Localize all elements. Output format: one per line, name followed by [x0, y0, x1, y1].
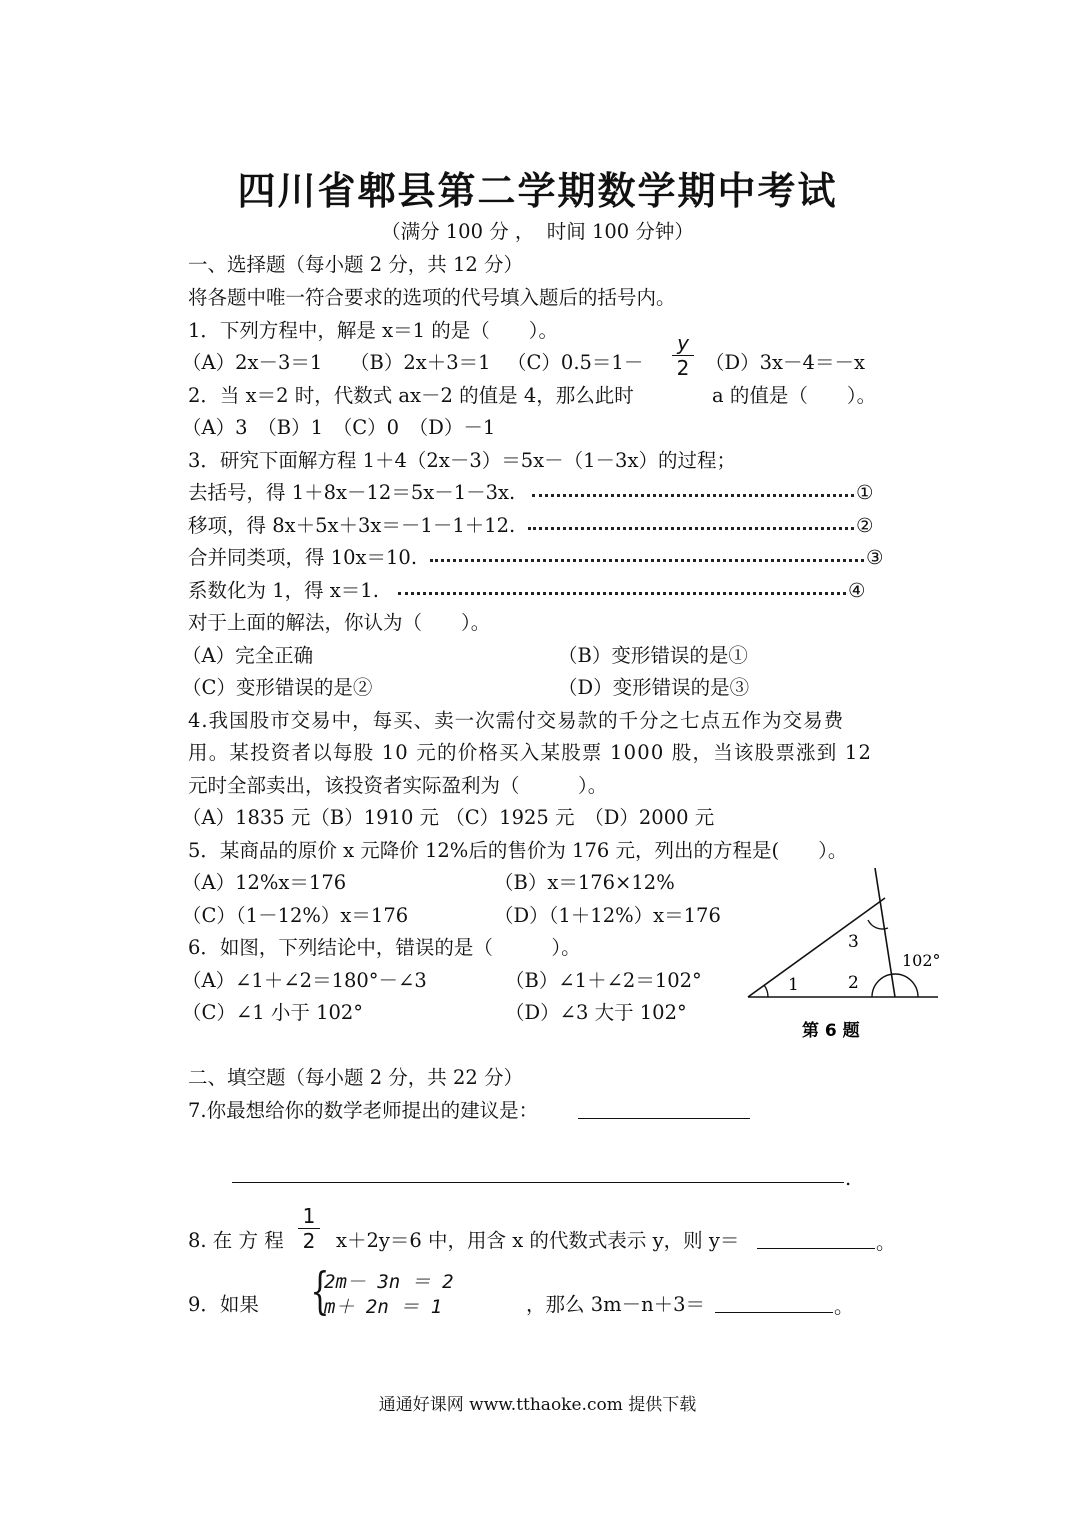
q6-label-2: 2 — [848, 973, 859, 993]
q3-step-2: 移项，得 8x＋5x＋3x＝－1－1＋12. — [188, 514, 516, 537]
q9-equation-1: 2m－ 3n ＝ 2 — [324, 1271, 454, 1293]
q6-angle-1-arc — [764, 985, 768, 997]
q5-option-b: （B）x＝176×12% — [494, 871, 675, 894]
q1-option-a: （A）2x－3＝1 — [182, 351, 323, 374]
footer-credit: 通通好课网 www.tthaoke.com 提供下载 — [378, 1395, 697, 1415]
q4-line-1: 4.我国股市交易中，每买、卖一次需付交易款的千分之七点五作为交易费 — [188, 709, 845, 732]
q5-option-d: （D）（1＋12%）x＝176 — [494, 904, 721, 927]
q1-stem: 1．下列方程中，解是 x＝1 的是（ ）。 — [188, 319, 558, 342]
q8-fraction-denominator: 2 — [302, 1229, 316, 1253]
q6-label-3: 3 — [848, 932, 859, 952]
q7-answer-blank-1[interactable] — [578, 1098, 750, 1119]
q3-step-1-leader — [532, 494, 854, 497]
q9-suffix: ，那么 3m－n＋3＝ — [526, 1293, 706, 1316]
q4-line-3: 元时全部卖出，该投资者实际盈利为（ ）。 — [188, 774, 608, 797]
q3-step-3: 合并同类项，得 10x＝10. — [188, 546, 418, 569]
q3-step-3-mark: ③ — [866, 546, 884, 569]
q9-prefix: 9．如果 — [188, 1293, 259, 1316]
q6-slant-line — [748, 898, 885, 997]
q3-option-d: （D）变形错误的是③ — [558, 676, 750, 699]
q3-step-4: 系数化为 1，得 x＝1. — [188, 579, 379, 602]
q6-option-b: （B）∠1＋∠2＝102° — [505, 969, 702, 992]
q9-answer-blank[interactable] — [715, 1292, 833, 1313]
q5-option-c: （C）（1－12%）x＝176 — [182, 904, 409, 927]
section1-header: 一、选择题（每小题 2 分，共 12 分） — [188, 253, 524, 276]
q6-option-d: （D）∠3 大于 102° — [505, 1001, 687, 1024]
q3-step-2-mark: ② — [856, 514, 874, 537]
q6-option-c: （C）∠1 小于 102° — [182, 1001, 364, 1024]
q1-option-b: （B）2x＋3＝1 — [350, 351, 491, 374]
q1-fraction-numerator: y — [677, 331, 689, 355]
q3-step-2-leader — [528, 527, 854, 530]
q2-stem-b: a 的值是（ ）。 — [712, 384, 877, 407]
q1-option-c: （C）0.5＝1－ — [507, 351, 644, 374]
q7-stem: 7.你最想给你的数学老师提出的建议是： — [188, 1099, 539, 1122]
q6-transversal-line — [875, 868, 895, 997]
q5-stem: 5．某商品的原价 x 元降价 12%后的售价为 176 元，列出的方程是( ）。 — [188, 839, 848, 862]
q3-option-b: （B）变形错误的是① — [558, 644, 748, 667]
q6-figure — [740, 860, 950, 1050]
q9-brace: { — [310, 1262, 330, 1320]
q3-stem: 3．研究下面解方程 1＋4（2x－3）＝5x－（1－3x）的过程； — [188, 449, 736, 472]
q3-step-4-mark: ④ — [848, 579, 866, 602]
q1-fraction-denominator: 2 — [676, 356, 690, 380]
q3-step-1: 去括号，得 1＋8x－12＝5x－1－3x. — [188, 481, 516, 504]
q8-answer-blank[interactable] — [757, 1228, 875, 1249]
q8-suffix: x＋2y＝6 中，用含 x 的代数式表示 y，则 y＝ — [336, 1229, 740, 1252]
page-title: 四川省郫县第二学期数学期中考试 — [237, 169, 838, 213]
q5-option-a: （A）12%x＝176 — [182, 871, 347, 894]
q9-equation-2: m＋ 2n ＝ 1 — [324, 1296, 443, 1318]
q6-stem: 6．如图，下列结论中，错误的是（ ）。 — [188, 936, 581, 959]
q8-end: 。 — [876, 1231, 896, 1254]
section1-instruction: 将各题中唯一符合要求的选项的代号填入题后的括号内。 — [188, 286, 676, 309]
q8-fraction-numerator: 1 — [302, 1204, 316, 1228]
q6-figure-caption: 第 6 题 — [802, 1021, 860, 1041]
q1-fraction — [672, 332, 694, 379]
q6-label-angle: 102° — [902, 951, 941, 970]
q3-option-c: （C）变形错误的是② — [182, 676, 373, 699]
q4-options: （A）1835 元（B）1910 元 （C）1925 元 （D）2000 元 — [182, 806, 715, 829]
section2-header: 二、填空题（每小题 2 分，共 22 分） — [188, 1066, 524, 1089]
q3-step-3-leader — [430, 559, 864, 562]
q9-end: 。 — [834, 1295, 854, 1318]
q4-line-2: 用。某投资者以每股 10 元的价格买入某股票 1000 股，当该股票涨到 12 — [188, 741, 873, 764]
q7-answer-blank-2[interactable] — [232, 1162, 844, 1183]
q3-step-1-mark: ① — [856, 481, 874, 504]
q3-step-4-leader — [398, 592, 846, 595]
q6-label-1: 1 — [788, 975, 799, 995]
q1-option-d: （D）3x－4＝－x — [705, 351, 865, 374]
q6-option-a: （A）∠1＋∠2＝180°－∠3 — [182, 969, 427, 992]
q8-fraction — [298, 1205, 320, 1252]
q8-prefix: 8. 在 方 程 — [188, 1229, 284, 1252]
q3-question: 对于上面的解法，你认为（ ）。 — [188, 611, 491, 634]
q2-options: （A）3 （B）1 （C）0 （D）－1 — [182, 416, 496, 439]
subtitle: （满分 100 分 ， 时间 100 分钟） — [381, 220, 694, 243]
q7-end: . — [845, 1167, 852, 1190]
q2-stem-a: 2．当 x＝2 时，代数式 ax－2 的值是 4，那么此时 — [188, 384, 634, 407]
q3-option-a: （A）完全正确 — [182, 644, 314, 667]
